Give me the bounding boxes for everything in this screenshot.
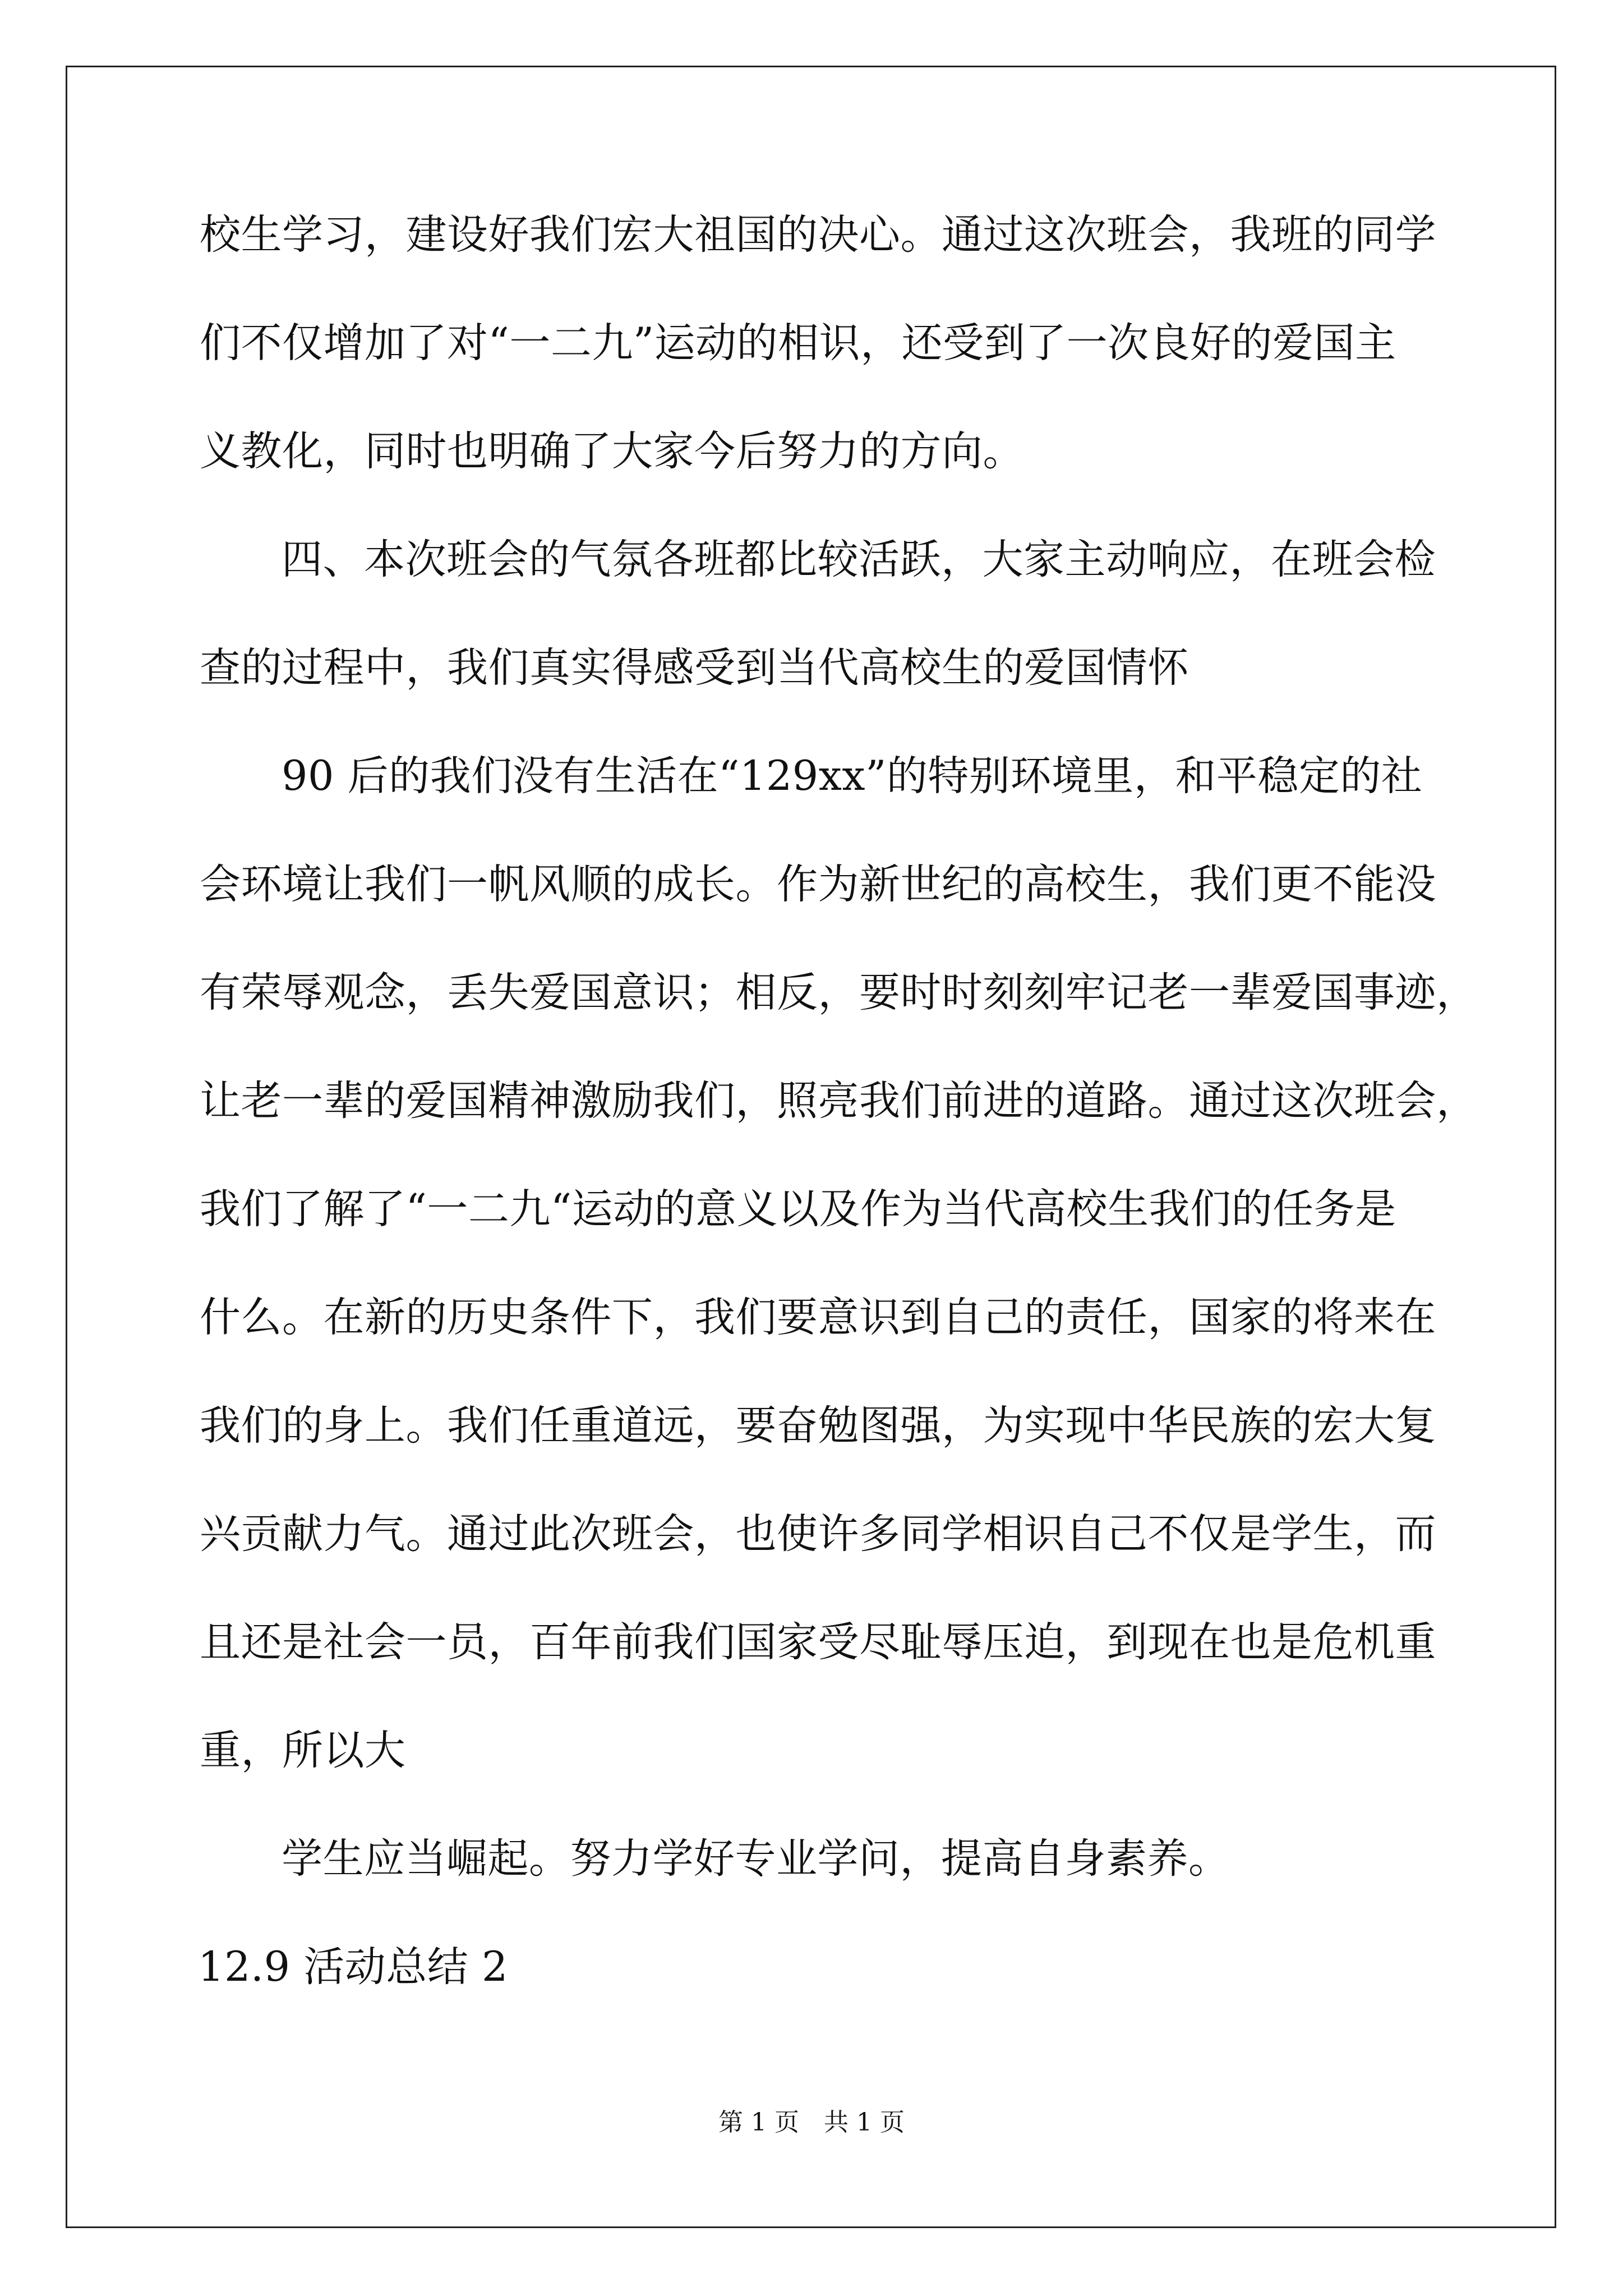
- text-line: 校生学习，建设好我们宏大祖国的决心。通过这次班会，我班的同学: [200, 211, 1436, 259]
- page-number-footer: 第 1 页 共 1 页: [718, 2108, 905, 2137]
- text-line: 90 后的我们没有生活在“129xx”的特别环境里，和平稳定的社: [282, 752, 1423, 800]
- text-line: 四、本次班会的气氛各班都比较活跃，大家主动响应，在班会检: [282, 536, 1436, 583]
- text-line: 兴贡献力气。通过此次班会，也使许多同学相识自己不仅是学生，而: [200, 1510, 1436, 1558]
- text-line: 我们了解了“一二九“运动的意义以及作为当代高校生我们的任务是: [200, 1185, 1396, 1233]
- text-line: 查的过程中，我们真实得感受到当代高校生的爱国情怀: [200, 644, 1189, 692]
- text-line: 我们的身上。我们任重道远，要奋勉图强，为实现中华民族的宏大复: [200, 1402, 1436, 1450]
- section-heading: 12.9 活动总结 2: [198, 1943, 508, 1991]
- text-line: 们不仅增加了对“一二九”运动的相识，还受到了一次良好的爱国主: [200, 319, 1396, 367]
- text-line: 学生应当崛起。努力学好专业学问，提高自身素养。: [282, 1835, 1230, 1883]
- text-line: 且还是社会一员，百年前我们国家受尽耻辱压迫，到现在也是危机重: [200, 1618, 1436, 1666]
- text-line: 义教化，同时也明确了大家今后努力的方向。: [200, 427, 1024, 475]
- document-body: [198, 208, 1478, 2048]
- text-line: 什么。在新的历史条件下，我们要意识到自己的责任，国家的将来在: [200, 1294, 1436, 1341]
- text-line: 让老一辈的爱国精神激励我们，照亮我们前进的道路。通过这次班会，: [200, 1077, 1478, 1125]
- text-line: 会环境让我们一帆风顺的成长。作为新世纪的高校生，我们更不能没: [200, 861, 1436, 908]
- text-line: 重，所以大: [200, 1727, 406, 1774]
- text-line: 有荣辱观念，丢失爱国意识；相反，要时时刻刻牢记老一辈爱国事迹，: [200, 969, 1478, 1016]
